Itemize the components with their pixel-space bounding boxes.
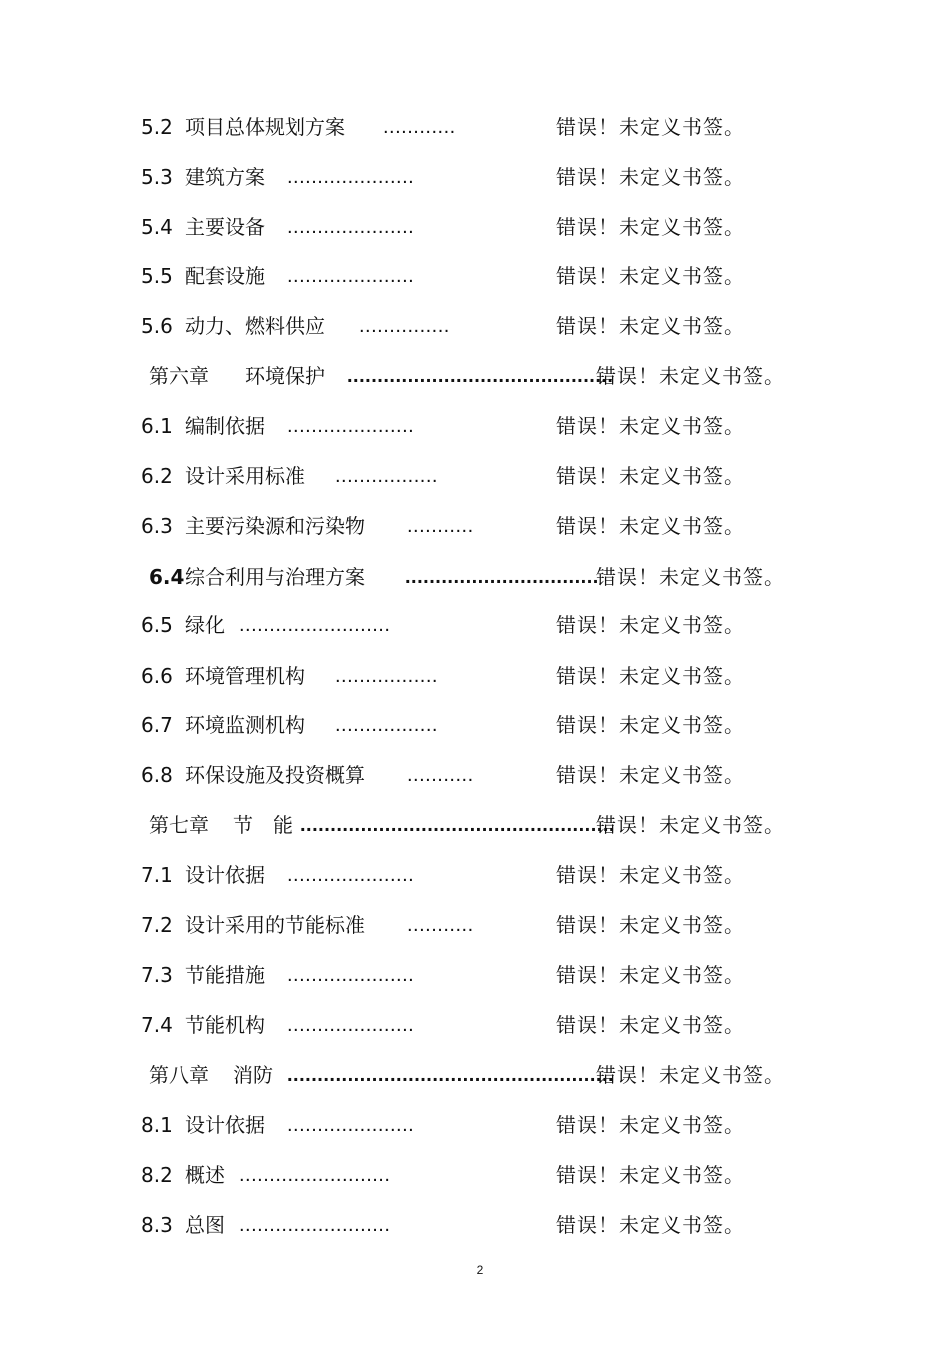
toc-entry-leader: ............... bbox=[359, 315, 450, 337]
toc-entry-page-ref: 错误！未定义书签。 bbox=[556, 1113, 745, 1137]
toc-entry-page-ref: 错误！未定义书签。 bbox=[556, 763, 745, 787]
toc-entry[interactable] bbox=[0, 207, 950, 247]
toc-entry-number: 5.2 bbox=[141, 115, 173, 139]
toc-entry-title: 概述 bbox=[185, 1163, 225, 1187]
toc-entry-leader: ..................... bbox=[287, 166, 415, 188]
toc-entry-number: 7.1 bbox=[141, 863, 173, 887]
toc-entry-number: 8.2 bbox=[141, 1163, 173, 1187]
toc-entry-page-ref: 错误！未定义书签。 bbox=[556, 963, 745, 987]
toc-entry-leader: ................................ bbox=[405, 566, 599, 588]
toc-entry[interactable] bbox=[0, 506, 950, 546]
toc-entry-number: 5.6 bbox=[141, 314, 173, 338]
toc-entry[interactable] bbox=[0, 157, 950, 197]
toc-entry-page-ref: 错误！未定义书签。 bbox=[556, 115, 745, 139]
toc-entry-leader: ........... bbox=[407, 515, 474, 537]
toc-entry-number: 8.1 bbox=[141, 1113, 173, 1137]
toc-entry-title: 建筑方案 bbox=[185, 165, 265, 189]
toc-entry-leader: ............ bbox=[383, 116, 456, 138]
toc-entry-page-ref: 错误！未定义书签。 bbox=[596, 565, 785, 589]
toc-entry-page-ref: 错误！未定义书签。 bbox=[556, 713, 745, 737]
toc-entry-title: 主要污染源和污染物 bbox=[185, 514, 365, 538]
toc-entry-leader: ............................................ bbox=[347, 365, 614, 387]
toc-entry[interactable] bbox=[0, 905, 950, 945]
toc-entry[interactable] bbox=[0, 1105, 950, 1145]
toc-entry-leader: ......................... bbox=[239, 614, 391, 636]
toc-entry-leader: ......................... bbox=[239, 1214, 391, 1236]
toc-entry-leader: ...................................................... bbox=[287, 1064, 615, 1086]
toc-entry-title: 配套设施 bbox=[185, 264, 265, 288]
toc-entry-leader: ..................... bbox=[287, 864, 415, 886]
toc-entry-page-ref: 错误！未定义书签。 bbox=[556, 1213, 745, 1237]
toc-entry-leader: ..................... bbox=[287, 1114, 415, 1136]
toc-entry-number: 6.2 bbox=[141, 464, 173, 488]
toc-entry-leader: ..................... bbox=[287, 265, 415, 287]
toc-entry-number: 7.3 bbox=[141, 963, 173, 987]
toc-entry-leader: ........... bbox=[407, 914, 474, 936]
toc-entry-title: 设计采用的节能标准 bbox=[185, 913, 365, 937]
toc-chapter-number: 第八章 bbox=[149, 1063, 209, 1087]
toc-entry-title: 环境监测机构 bbox=[185, 713, 305, 737]
toc-entry-leader: ................. bbox=[335, 665, 438, 687]
toc-entry-leader: ......................... bbox=[239, 1164, 391, 1186]
toc-entry-title: 绿化 bbox=[185, 613, 225, 637]
toc-entry[interactable] bbox=[0, 557, 950, 597]
toc-entry-title: 环境管理机构 bbox=[185, 664, 305, 688]
page-number: 2 bbox=[476, 1263, 484, 1277]
toc-entry-page-ref: 错误！未定义书签。 bbox=[596, 813, 785, 837]
toc-entry[interactable] bbox=[0, 755, 950, 795]
toc-entry-page-ref: 错误！未定义书签。 bbox=[556, 514, 745, 538]
toc-entry-page-ref: 错误！未定义书签。 bbox=[556, 1013, 745, 1037]
toc-entry-title: 主要设备 bbox=[185, 215, 265, 239]
toc-entry-number: 6.5 bbox=[141, 613, 173, 637]
toc-entry[interactable] bbox=[0, 306, 950, 346]
toc-chapter-title: 节 能 bbox=[233, 813, 293, 837]
toc-entry-leader: ................. bbox=[335, 465, 438, 487]
toc-chapter-number: 第七章 bbox=[149, 813, 209, 837]
toc-entry-page-ref: 错误！未定义书签。 bbox=[556, 414, 745, 438]
toc-chapter-entry[interactable] bbox=[0, 1055, 950, 1095]
toc-entry[interactable] bbox=[0, 605, 950, 645]
toc-entry-title: 总图 bbox=[185, 1213, 225, 1237]
toc-entry-title: 节能机构 bbox=[185, 1013, 265, 1037]
toc-entry-title: 编制依据 bbox=[185, 414, 265, 438]
toc-entry-number: 6.3 bbox=[141, 514, 173, 538]
toc-entry[interactable] bbox=[0, 1005, 950, 1045]
toc-chapter-number: 第六章 bbox=[149, 364, 209, 388]
toc-entry-title: 设计依据 bbox=[185, 863, 265, 887]
toc-entry-leader: ..................... bbox=[287, 964, 415, 986]
toc-entry-page-ref: 错误！未定义书签。 bbox=[556, 165, 745, 189]
toc-entry-number: 8.3 bbox=[141, 1213, 173, 1237]
toc-entry-page-ref: 错误！未定义书签。 bbox=[556, 664, 745, 688]
toc-entry-page-ref: 错误！未定义书签。 bbox=[556, 913, 745, 937]
toc-entry-number: 5.5 bbox=[141, 264, 173, 288]
toc-entry-leader: ..................... bbox=[287, 216, 415, 238]
toc-entry-title: 设计采用标准 bbox=[185, 464, 305, 488]
toc-entry-page-ref: 错误！未定义书签。 bbox=[556, 1163, 745, 1187]
toc-entry-number: 6.6 bbox=[141, 664, 173, 688]
toc-entry-number: 7.2 bbox=[141, 913, 173, 937]
toc-entry-title: 动力、燃料供应 bbox=[185, 314, 325, 338]
toc-chapter-title: 环境保护 bbox=[245, 364, 325, 388]
toc-entry-page-ref: 错误！未定义书签。 bbox=[556, 264, 745, 288]
toc-entry-title: 设计依据 bbox=[185, 1113, 265, 1137]
toc-entry-leader: ........... bbox=[407, 764, 474, 786]
toc-chapter-entry[interactable] bbox=[0, 805, 950, 845]
toc-entry[interactable] bbox=[0, 456, 950, 496]
toc-entry-leader: ................. bbox=[335, 714, 438, 736]
toc-entry[interactable] bbox=[0, 705, 950, 745]
toc-entry-number: 6.1 bbox=[141, 414, 173, 438]
toc-entry-number: 6.8 bbox=[141, 763, 173, 787]
toc-entry-number: 7.4 bbox=[141, 1013, 173, 1037]
toc-entry-number: 5.4 bbox=[141, 215, 173, 239]
toc-entry-page-ref: 错误！未定义书签。 bbox=[556, 863, 745, 887]
toc-entry-page-ref: 错误！未定义书签。 bbox=[596, 1063, 785, 1087]
toc-entry-page-ref: 错误！未定义书签。 bbox=[556, 464, 745, 488]
toc-entry-leader: .................................................... bbox=[300, 814, 615, 836]
toc-chapter-entry[interactable] bbox=[0, 356, 950, 396]
toc-entry-page-ref: 错误！未定义书签。 bbox=[556, 613, 745, 637]
toc-entry[interactable] bbox=[0, 1155, 950, 1195]
toc-entry[interactable] bbox=[0, 107, 950, 147]
toc-entry-title: 综合利用与治理方案 bbox=[185, 565, 365, 589]
toc-entry-title: 节能措施 bbox=[185, 963, 265, 987]
toc-entry[interactable] bbox=[0, 1205, 950, 1245]
toc-entry-number: 6.4 bbox=[149, 565, 185, 589]
toc-chapter-title: 消防 bbox=[233, 1063, 273, 1087]
toc-entry[interactable] bbox=[0, 855, 950, 895]
toc-entry-number: 6.7 bbox=[141, 713, 173, 737]
toc-entry[interactable] bbox=[0, 256, 950, 296]
toc-entry-leader: ..................... bbox=[287, 1014, 415, 1036]
toc-entry-title: 环保设施及投资概算 bbox=[185, 763, 365, 787]
toc-entry[interactable] bbox=[0, 955, 950, 995]
toc-entry-title: 项目总体规划方案 bbox=[185, 115, 345, 139]
toc-entry-number: 5.3 bbox=[141, 165, 173, 189]
toc-entry[interactable] bbox=[0, 406, 950, 446]
toc-entry-page-ref: 错误！未定义书签。 bbox=[596, 364, 785, 388]
toc-entry-page-ref: 错误！未定义书签。 bbox=[556, 314, 745, 338]
toc-entry[interactable] bbox=[0, 656, 950, 696]
toc-entry-leader: ..................... bbox=[287, 415, 415, 437]
toc-entry-page-ref: 错误！未定义书签。 bbox=[556, 215, 745, 239]
